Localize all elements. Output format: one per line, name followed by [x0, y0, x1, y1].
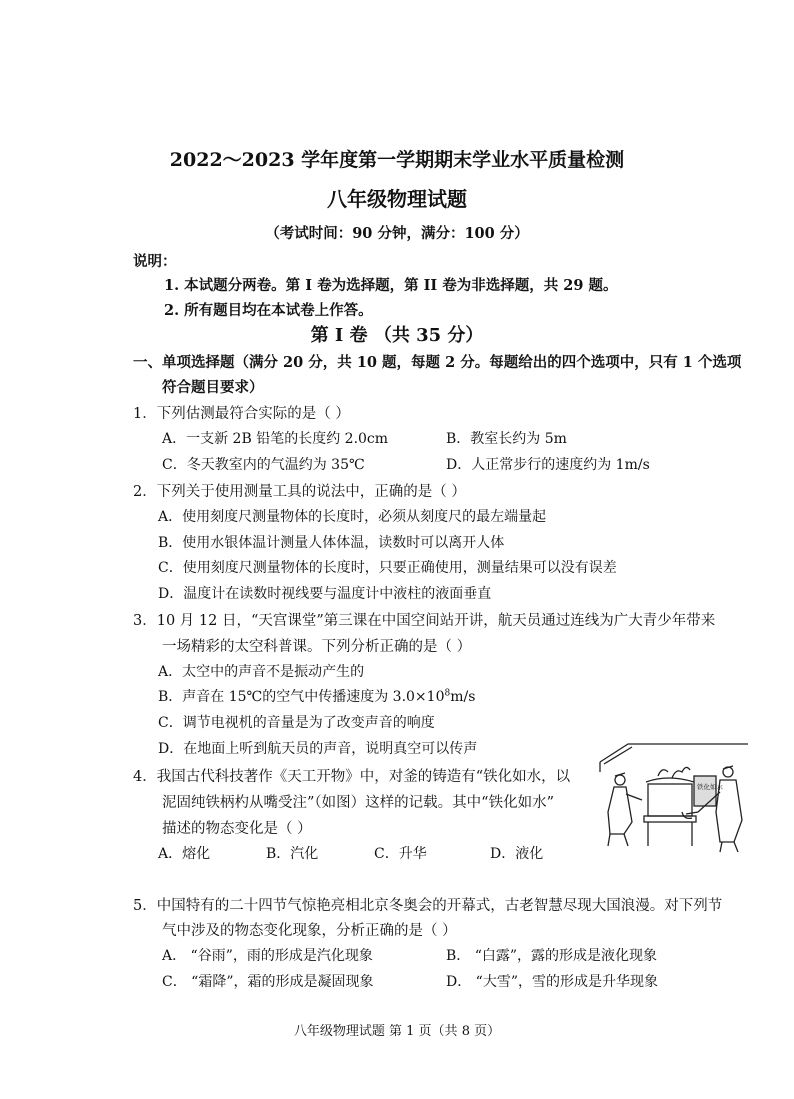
q3-option-b	[158, 686, 475, 706]
casting-illustration	[598, 742, 750, 854]
q1-option-b: B．教室长约为 5m	[446, 431, 567, 447]
q3-option-b-exponent: 8	[444, 688, 451, 699]
q1-option-c: C．冬天教室内的气温约为 35℃	[162, 457, 365, 473]
exam-info: （考试时间：90 分钟，满分：100 分）	[265, 225, 529, 242]
q5-option-a: A． “谷雨”，雨的形成是汽化现象	[162, 948, 373, 964]
figure-label-text: 铁化如水	[697, 783, 723, 791]
q4-stem: 4．我国古代科技著作《天工开物》中，对釜的铸造有“铁化如水，以	[133, 769, 571, 785]
exam-subtitle: 八年级物理试题	[327, 187, 467, 211]
q3-stem-cont: 一场精彩的太空科普课。下列分析正确的是（ ）	[162, 639, 472, 655]
q2-option-d: D．温度计在读数时视线要与温度计中液柱的液面垂直	[158, 586, 492, 602]
q5-option-c: C． “霜降”，霜的形成是凝固现象	[162, 974, 374, 990]
q3-option-b-text: B．声音在 15℃的空气中传播速度为 3.0×10	[158, 689, 445, 705]
q1-stem: 1．下列估测最符合实际的是（ ）	[133, 406, 350, 422]
exam-title: 2022～2023 学年度第一学期期末学业水平质量检测	[169, 149, 625, 171]
q4-option-b: B．汽化	[266, 846, 319, 862]
q5-option-d: D． “大雪”，雪的形成是升华现象	[446, 974, 658, 990]
q4-stem-cont2: 描述的物态变化是（ ）	[162, 821, 312, 837]
q5-option-b: B． “白露”，露的形成是液化现象	[446, 948, 658, 964]
q5-stem-cont: 气中涉及的物态变化现象，分析正确的是（ ）	[162, 923, 457, 939]
q2-option-a: A．使用刻度尺测量物体的长度时，必须从刻度尺的最左端量起	[158, 509, 547, 525]
note-item-1: 1. 本试题分两卷。第 I 卷为选择题，第 II 卷为非选择题，共 29 题。	[164, 277, 618, 294]
page-footer: 八年级物理试题 第 1 页（共 8 页）	[293, 1024, 501, 1039]
q5-stem: 5．中国特有的二十四节气惊艳亮相北京冬奥会的开幕式，古老智慧尽现大国浪漫。对下列节	[133, 898, 723, 914]
q4-option-c: C．升华	[374, 846, 427, 862]
q2-option-b: B．使用水银体温计测量人体体温，读数时可以离开人体	[158, 535, 505, 551]
q1-option-a: A．一支新 2B 铅笔的长度约 2.0cm	[162, 431, 389, 447]
q4-option-a: A．熔化	[158, 846, 211, 862]
q4-stem-cont: 泥固纯铁柄杓从嘴受注”（如图）这样的记载。其中“铁化如水”	[162, 795, 554, 811]
q3-option-c: C．调节电视机的音量是为了改变声音的响度	[158, 715, 435, 731]
part1-heading-cont: 符合题目要求）	[162, 379, 264, 396]
q3-option-d: D．在地面上听到航天员的声音，说明真空可以传声	[158, 741, 478, 757]
part1-heading: 一、单项选择题（满分 20 分，共 10 题，每题 2 分。每题给出的四个选项中，只有 1 个选项	[133, 354, 742, 371]
notes-heading: 说明：	[133, 253, 177, 270]
q2-stem: 2．下列关于使用测量工具的说法中，正确的是（ ）	[133, 484, 466, 500]
q1-option-d: D．人正常步行的速度约为 1m/s	[446, 457, 650, 473]
q3-option-b-unit: m/s	[450, 689, 476, 705]
note-item-2: 2. 所有题目均在本试卷上作答。	[164, 302, 373, 319]
q2-option-c: C．使用刻度尺测量物体的长度时，只要正确使用，测量结果可以没有误差	[158, 560, 617, 576]
q3-option-a: A．太空中的声音不是振动产生的	[158, 664, 365, 680]
section-title: 第 I 卷 （共 35 分）	[310, 325, 484, 346]
q3-stem: 3．10 月 12 日，“天宫课堂”第三课在中国空间站开讲，航天员通过连线为广大青少年带来	[133, 613, 716, 629]
q4-option-d: D．液化	[490, 846, 544, 862]
